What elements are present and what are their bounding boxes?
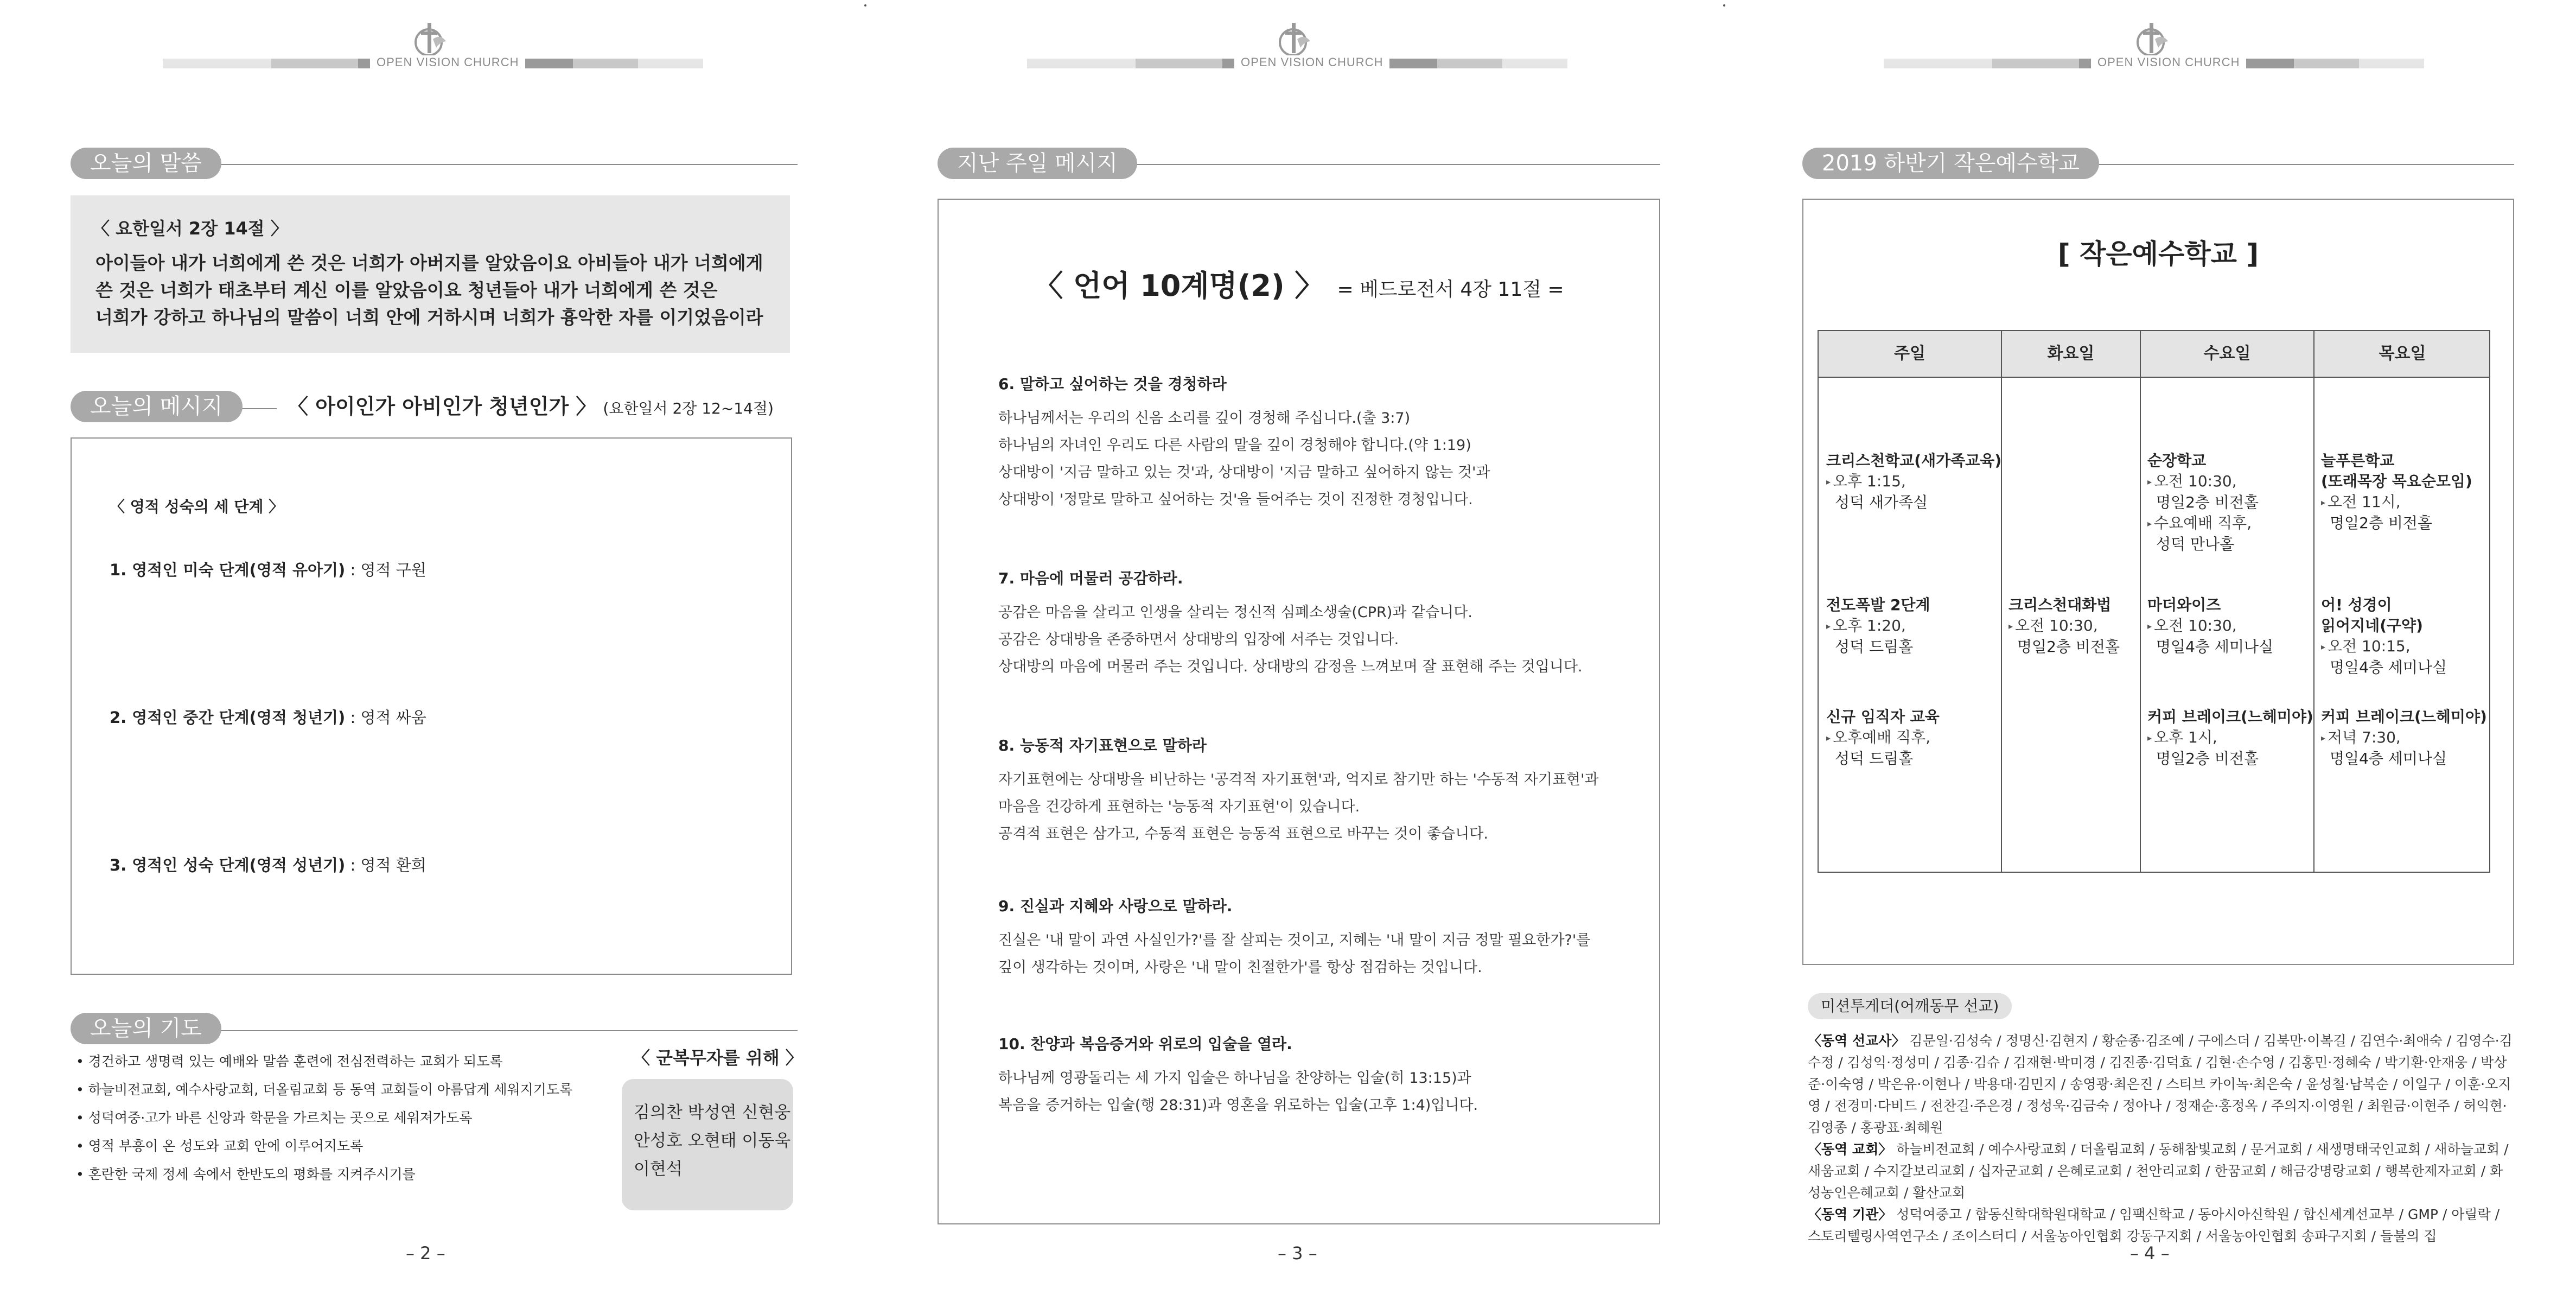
page-3 <box>859 0 1718 1295</box>
mission-list <box>1808 1030 2513 1247</box>
stage-item <box>110 853 426 875</box>
prayer-item: • 하늘비전교회, 예수사랑교회, 더올림교회 등 동역 교회들이 아름답게 세워지기도록 <box>76 1082 573 1097</box>
mission-label: 〈동역 교회〉 <box>1808 1141 1892 1157</box>
sermon-point <box>998 734 1622 848</box>
schedule-event <box>2321 595 2447 678</box>
event-time: ▸ 오전 10:30, <box>2147 471 2259 492</box>
soldiers-line: 안성호 오현태 이동욱 <box>634 1131 791 1151</box>
event-name: 마더와이즈 <box>2147 596 2221 614</box>
sermon-box <box>938 199 1660 1224</box>
prayer-item: • 영적 부흥이 온 성도와 교회 안에 이루어지도록 <box>76 1138 364 1154</box>
event-time: ▸ 오후 1:15, <box>1826 471 2001 492</box>
schedule-event <box>2008 595 2120 657</box>
event-name: 신규 임직자 교육 <box>1826 708 1940 726</box>
mission-title: 미션투게더(어깨동무 선교) <box>1808 993 2012 1019</box>
event-place: 명일4층 세미나실 <box>2330 658 2447 676</box>
event-time: ▸ 오후예배 직후, <box>1826 727 1940 748</box>
stage-label: 3. 영적인 성숙 단계(영적 성년기) <box>110 856 346 874</box>
schedule-table <box>1818 330 2490 873</box>
event-place: 명일4층 세미나실 <box>2330 750 2447 767</box>
sermon-line: 공감은 마음을 살리고 인생을 살리는 정신적 심폐소생술(CPR)과 같습니다. <box>998 604 1472 621</box>
mission-label: 〈동역 선교사〉 <box>1808 1033 1905 1049</box>
prayer-item: • 혼란한 국제 정세 속에서 한반도의 평화를 지켜주시기를 <box>76 1166 416 1182</box>
mission-text: 성덕여중고 / 합동신학대학원대학교 / 임팩신학교 / 동아시아신학원 / 합신세계선교부 / GMP / 아릴락 / 스토리텔링사역연구소 / 조이스터디 / 서울농아인협회 강동구지회 / 서울농아인협회 송파구지회 / 들불의 집 <box>1808 1207 2500 1244</box>
stage-value: : 영적 싸움 <box>345 708 426 727</box>
column-divider <box>2313 331 2314 872</box>
message-subtitle: 〈 영적 성숙의 세 단계 〉 <box>110 498 284 516</box>
event-place: 명일2층 비전홀 <box>2156 750 2259 767</box>
schedule-event <box>2147 450 2259 555</box>
event-time: ▸ 오전 11시, <box>2321 492 2472 513</box>
sermon-line: 하나님의 자녀인 우리도 다른 사람의 말을 깊이 경청해야 합니다.(약 1:19) <box>998 437 1471 454</box>
sermon-point <box>998 894 1622 981</box>
event-name: 어! 성경이 <box>2321 596 2392 614</box>
event-time: ▸ 수요예배 직후, <box>2147 513 2259 534</box>
stage-label: 1. 영적인 미숙 단계(영적 유아기) <box>110 561 346 579</box>
prayer-item: • 성덕여중·고가 바른 신앙과 학문을 가르치는 곳으로 세워져가도록 <box>76 1110 473 1126</box>
page-4 <box>1718 0 2576 1295</box>
prayer-list <box>76 1048 619 1189</box>
section-title-message: 오늘의 메시지 <box>71 391 243 422</box>
prayer-item: • 경건하고 생명력 있는 예배와 말씀 훈련에 전심전력하는 교회가 되도록 <box>76 1053 503 1069</box>
event-name: 커피 브레이크(느헤미야) <box>2321 708 2487 726</box>
event-place: 성덕 새가족실 <box>1835 493 1928 511</box>
event-place: 성덕 만나홀 <box>2156 535 2235 553</box>
verse-line: 너희가 강하고 하나님의 말씀이 너희 안에 거하시며 너희가 흉악한 자를 이기었음이라 <box>95 307 763 328</box>
sermon-point-heading: 7. 마음에 머물러 공감하라. <box>998 569 1183 587</box>
mission-label: 〈동역 기관〉 <box>1808 1207 1892 1222</box>
event-name: 크리스천학교(새가족교육) <box>1826 452 2002 469</box>
event-place: 명일2층 비전홀 <box>2017 638 2120 656</box>
verse-line: 쓴 것은 너희가 태초부터 계신 이를 알았음이요 청년들아 내가 너희에게 쓴 것은 <box>95 280 718 301</box>
sermon-point <box>998 567 1622 681</box>
soldiers-names <box>634 1099 791 1183</box>
stage-item <box>110 558 426 580</box>
school-title: [ 작은예수학교 ] <box>2057 238 2259 270</box>
event-place: 성덕 드림홀 <box>1835 750 1914 767</box>
event-name: 크리스천대화법 <box>2008 596 2112 614</box>
sermon-point-heading: 8. 능동적 자기표현으로 말하라 <box>998 737 1207 754</box>
verse-reference: 〈 요한일서 2장 14절 〉 <box>92 218 288 239</box>
verse-text <box>95 250 779 331</box>
event-time: ▸ 오전 10:30, <box>2147 615 2273 637</box>
sermon-reference: = 베드로전서 4장 11절 = <box>1337 278 1564 301</box>
event-name: (또래목장 목요순모임) <box>2321 472 2472 490</box>
event-name: 읽어지네(구약) <box>2321 617 2423 634</box>
event-name: 순장학교 <box>2147 452 2207 469</box>
column-divider <box>2001 331 2002 872</box>
church-name: OPEN VISION CHURCH <box>2091 55 2246 69</box>
mission-group <box>1808 1139 2513 1204</box>
message-title-text: 〈 아이인가 아비인가 청년인가 〉 <box>288 395 597 418</box>
sermon-line: 하나님께서는 우리의 신음 소리를 깊이 경청해 주십니다.(출 3:7) <box>998 410 1411 427</box>
sermon-line: 깊이 생각하는 것이며, 사랑은 '내 말이 친절한가'를 항상 점검하는 것입니다. <box>998 959 1482 976</box>
soldiers-box <box>622 1079 793 1210</box>
schedule-event <box>2147 595 2273 657</box>
section-title-prayer: 오늘의 기도 <box>71 1013 221 1044</box>
message-title <box>288 390 774 420</box>
event-time: ▸ 오후 1시, <box>2147 727 2313 748</box>
stage-value: : 영적 구원 <box>345 561 426 579</box>
event-place: 명일4층 세미나실 <box>2156 638 2274 656</box>
soldiers-title: 〈 군복무자를 위해 〉 <box>633 1048 803 1068</box>
soldiers-line: 이현석 <box>634 1159 683 1179</box>
event-place: 성덕 드림홀 <box>1835 638 1914 656</box>
schedule-event <box>1826 595 1930 657</box>
section-title-school: 2019 하반기 작은예수학교 <box>1802 148 2099 179</box>
event-time: ▸ 저녁 7:30, <box>2321 727 2487 748</box>
soldiers-line: 김의찬 박성연 신현웅 <box>634 1103 791 1122</box>
mission-text: 하늘비전교회 / 예수사랑교회 / 더올림교회 / 동해참빛교회 / 문거교회 / 새생명태국인교회 / 새하늘교회 / 새움교회 / 수지갈보리교회 / 십자군교회 / 은혜로교회 / 천안리교회 / 한꿈교회 / 해금강명랑교회 / 행복한제자교회 / 화성농인은혜교회 / 활산교회 <box>1808 1141 2509 1201</box>
sermon-point-heading: 6. 말하고 싶어하는 것을 경청하라 <box>998 375 1227 393</box>
mission-group <box>1808 1030 2513 1139</box>
day-header: 수요일 <box>2203 344 2251 363</box>
sermon-line: 공감은 상대방을 존중하면서 상대방의 입장에 서주는 것입니다. <box>998 631 1399 648</box>
church-name: OPEN VISION CHURCH <box>370 55 525 69</box>
page-number: – 2 – <box>406 1243 445 1264</box>
schedule-event <box>2147 707 2313 769</box>
event-name: 전도폭발 2단계 <box>1826 596 1930 614</box>
sermon-point <box>998 1032 1622 1119</box>
column-divider <box>2140 331 2141 872</box>
sermon-line: 상대방의 마음에 머물러 주는 것입니다. 상대방의 감정을 느껴보며 잘 표현해 주는 것입니다. <box>998 658 1583 675</box>
event-place: 명일2층 비전홀 <box>2330 514 2433 532</box>
page-number: – 4 – <box>2130 1243 2170 1264</box>
sermon-point-heading: 9. 진실과 지혜와 사랑으로 말하라. <box>998 897 1233 915</box>
stage-label: 2. 영적인 중간 단계(영적 청년기) <box>110 708 346 727</box>
stage-item <box>110 706 426 728</box>
sermon-line: 하나님께 영광돌리는 세 가지 입술은 하나님을 찬양하는 입술(히 13:15)과 <box>998 1070 1471 1087</box>
verse-box <box>71 195 790 353</box>
schedule-event <box>2321 450 2472 534</box>
sermon-point-heading: 10. 찬양과 복음증거와 위로의 입술을 열라. <box>998 1035 1292 1053</box>
event-time: ▸ 오후 1:20, <box>1826 615 1930 637</box>
mission-group <box>1808 1204 2513 1247</box>
section-title-last-message: 지난 주일 메시지 <box>938 148 1137 179</box>
event-time: ▸ 오전 10:30, <box>2008 615 2120 637</box>
event-place: 명일2층 비전홀 <box>2156 493 2259 511</box>
sermon-line: 복음을 증거하는 입술(행 28:31)과 영혼을 위로하는 입술(고후 1:4)입니다. <box>998 1097 1478 1114</box>
sermon-line: 마음을 건강하게 표현하는 '능동적 자기표현'이 있습니다. <box>998 798 1360 815</box>
event-time: ▸ 오전 10:15, <box>2321 636 2447 657</box>
verse-line: 아이들아 내가 너희에게 쓴 것은 너희가 아버지를 알았음이요 아비들아 내가 너희에게 <box>95 252 763 274</box>
message-box <box>71 437 792 975</box>
church-name: OPEN VISION CHURCH <box>1234 55 1389 69</box>
schedule-event <box>2321 707 2487 769</box>
mission-text: 김문일·김성숙 / 정명신·김현지 / 황순종·김조예 / 구에스더 / 김북만·이복길 / 김연수·최애숙 / 김영수·김수정 / 김성익·정성미 / 김종·김슈 / 김재현·박미경 / 김진종·김덕효 / 김현·손수영 / 김홍민·정혜숙 / 박기환·안재웅 / 박상준·이숙영 / 박은유·이현나 / 박용대·김민지 / 송영광·최은진 / 스티브 카이녹·최은숙 / 윤성철·남복순 / 이일구 / 이훈·오지영 / 전경미·다비드 / 전찬길·주은경 / 정성욱·김금숙 / 정아나 / 정재순·홍정옥 / 주의지·이영원 / 최원금·이현주 / 허익현·김영종 / 홍광표·최혜원 <box>1808 1033 2513 1135</box>
sermon-line: 상대방이 '정말로 말하고 싶어하는 것'을 들어주는 것이 진정한 경청입니다. <box>998 491 1473 508</box>
sermon-line: 진실은 '내 말이 과연 사실인가?'를 잘 살피는 것이고, 지혜는 '내 말이 지금 정말 필요한가?'를 <box>998 932 1591 949</box>
message-reference: (요한일서 2장 12~14절) <box>603 399 774 417</box>
sermon-line: 상대방이 '지금 말하고 있는 것'과, 상대방이 '지금 말하고 싶어하지 않는 것'과 <box>998 464 1490 481</box>
event-name: 늘푸른학교 <box>2321 452 2395 469</box>
schedule-event <box>1826 707 1940 769</box>
event-name: 커피 브레이크(느헤미야) <box>2147 708 2313 726</box>
day-header: 화요일 <box>2047 344 2095 363</box>
page-2 <box>0 0 859 1295</box>
sermon-point <box>998 372 1622 513</box>
page-number: – 3 – <box>1278 1243 1317 1264</box>
day-header: 목요일 <box>2379 344 2426 363</box>
section-title-word: 오늘의 말씀 <box>71 148 221 179</box>
sermon-title <box>939 263 1659 304</box>
stage-value: : 영적 환희 <box>345 856 426 874</box>
sermon-line: 자기표현에는 상대방을 비난하는 '공격적 자기표현'과, 억지로 참기만 하는 '수동적 자기표현'과 <box>998 771 1599 788</box>
schedule-event <box>1826 450 2001 513</box>
school-box <box>1802 199 2514 965</box>
sermon-line: 공격적 표현은 삼가고, 수동적 표현은 능동적 표현으로 바꾸는 것이 좋습니다. <box>998 826 1488 842</box>
day-header: 주일 <box>1894 344 1925 363</box>
sermon-title-text: 〈 언어 10계명(2) 〉 <box>1034 269 1324 303</box>
